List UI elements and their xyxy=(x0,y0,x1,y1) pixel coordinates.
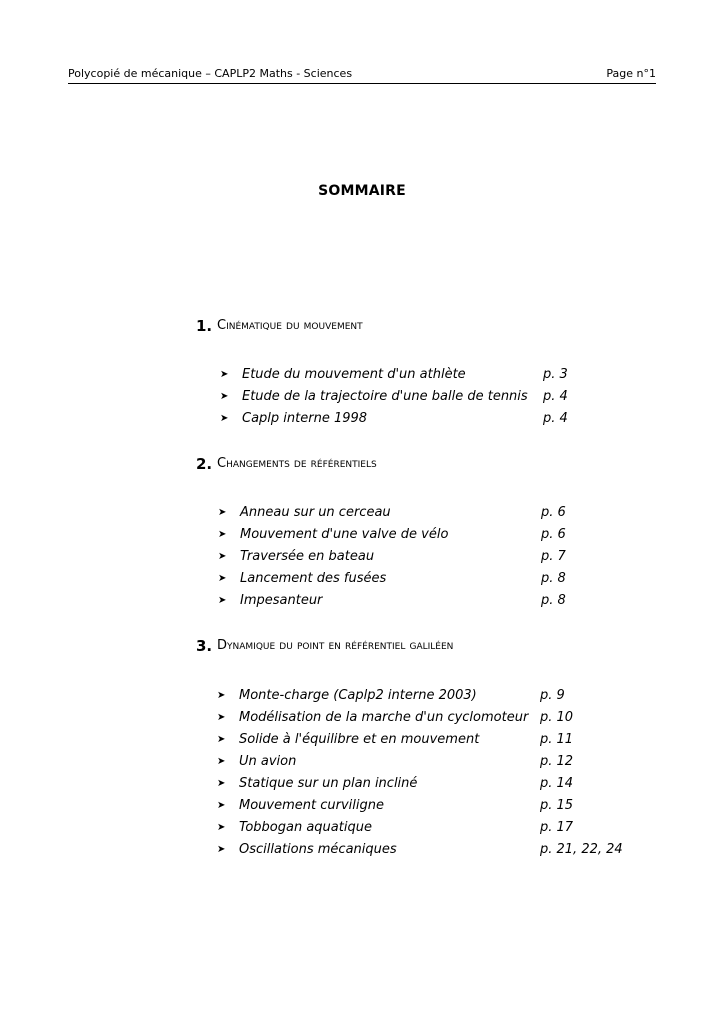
arrowhead-bullet-icon: ➤ xyxy=(218,529,227,540)
section-heading xyxy=(196,316,666,338)
section-title: Changements de référentiels xyxy=(217,456,377,471)
section-number: 1. xyxy=(196,317,213,335)
toc-item-label: Lancement des fusées xyxy=(240,571,387,586)
section-number: 2. xyxy=(196,455,213,473)
toc-item xyxy=(196,839,666,861)
arrowhead-bullet-icon: ➤ xyxy=(217,800,226,811)
toc-item-label: Modélisation de la marche d'un cyclomoteur xyxy=(239,710,529,725)
toc-item-label: Mouvement curviligne xyxy=(239,798,384,813)
toc-item-label: Solide à l'équilibre et en mouvement xyxy=(239,732,480,747)
toc-item xyxy=(196,729,666,751)
toc-item-label: Anneau sur un cerceau xyxy=(240,505,391,520)
arrowhead-bullet-icon: ➤ xyxy=(218,595,227,606)
toc-item-label: Tobbogan aquatique xyxy=(239,820,372,835)
toc-item-page: p. 3 xyxy=(543,367,568,382)
arrowhead-bullet-icon: ➤ xyxy=(218,573,227,584)
arrowhead-bullet-icon: ➤ xyxy=(220,391,229,402)
toc-item xyxy=(196,546,666,568)
toc-item-label: Oscillations mécaniques xyxy=(239,842,397,857)
toc-item-page: p. 17 xyxy=(540,820,574,835)
toc-item xyxy=(196,568,666,590)
section-number: 3. xyxy=(196,637,213,655)
toc-item xyxy=(196,817,666,839)
toc-item xyxy=(196,502,666,524)
section-title: Dynamique du point en référentiel galiléen xyxy=(217,638,454,653)
toc-item-page: p. 12 xyxy=(540,754,574,769)
arrowhead-bullet-icon: ➤ xyxy=(217,844,226,855)
page-number: Page n°1 xyxy=(606,67,656,80)
toc-item-page: p. 9 xyxy=(540,688,565,703)
toc-item-page: p. 6 xyxy=(541,527,566,542)
toc-item xyxy=(196,364,666,386)
toc-section-2 xyxy=(196,454,666,608)
toc-item-page: p. 14 xyxy=(540,776,574,791)
section-heading xyxy=(196,636,666,658)
toc-item-label: Traversée en bateau xyxy=(240,549,375,564)
arrowhead-bullet-icon: ➤ xyxy=(218,507,227,518)
page-header xyxy=(68,67,656,84)
arrowhead-bullet-icon: ➤ xyxy=(217,734,226,745)
toc-item-label: Un avion xyxy=(239,754,297,769)
arrowhead-bullet-icon: ➤ xyxy=(217,778,226,789)
arrowhead-bullet-icon: ➤ xyxy=(217,822,226,833)
toc-item-page: p. 15 xyxy=(540,798,574,813)
arrowhead-bullet-icon: ➤ xyxy=(220,369,229,380)
toc-item xyxy=(196,795,666,817)
toc-item xyxy=(196,524,666,546)
toc-item xyxy=(196,751,666,773)
toc-item-page: p. 4 xyxy=(543,389,568,404)
toc-item xyxy=(196,685,666,707)
toc-item-label: Caplp interne 1998 xyxy=(242,411,368,426)
arrowhead-bullet-icon: ➤ xyxy=(218,551,227,562)
toc-item-page: p. 8 xyxy=(541,593,566,608)
arrowhead-bullet-icon: ➤ xyxy=(217,756,226,767)
toc-item-page: p. 8 xyxy=(541,571,566,586)
toc-item-page: p. 10 xyxy=(540,710,574,725)
toc-item-page: p. 7 xyxy=(541,549,566,564)
section-title: Cinématique du mouvement xyxy=(217,318,363,333)
arrowhead-bullet-icon: ➤ xyxy=(220,413,229,424)
toc-item-label: Statique sur un plan incliné xyxy=(239,776,418,791)
toc-item-page: p. 6 xyxy=(541,505,566,520)
toc-item xyxy=(196,773,666,795)
toc-item-label: Monte-charge (Caplp2 interne 2003) xyxy=(239,688,477,703)
document-title: Polycopié de mécanique – CAPLP2 Maths - Sciences xyxy=(68,67,353,80)
section-heading xyxy=(196,454,666,476)
toc-item xyxy=(196,590,666,612)
toc-section-1 xyxy=(196,316,666,426)
arrowhead-bullet-icon: ➤ xyxy=(217,690,226,701)
toc-item-page: p. 4 xyxy=(543,411,568,426)
toc-item-page: p. 11 xyxy=(540,732,574,747)
toc-item-list xyxy=(196,502,666,612)
toc-item-page: p. 21, 22, 24 xyxy=(540,842,623,857)
toc-item xyxy=(196,707,666,729)
toc-item-list xyxy=(196,685,666,861)
toc-item xyxy=(196,408,666,430)
toc-item-label: Etude du mouvement d'un athlète xyxy=(242,367,466,382)
toc-item-label: Impesanteur xyxy=(240,593,323,608)
page-title: SOMMAIRE xyxy=(318,183,406,199)
toc-item-label: Etude de la trajectoire d'une balle de tennis xyxy=(242,389,528,404)
toc-item xyxy=(196,386,666,408)
toc-section-3 xyxy=(196,636,666,857)
arrowhead-bullet-icon: ➤ xyxy=(217,712,226,723)
toc-item-list xyxy=(196,364,666,430)
toc-item-label: Mouvement d'une valve de vélo xyxy=(240,527,449,542)
